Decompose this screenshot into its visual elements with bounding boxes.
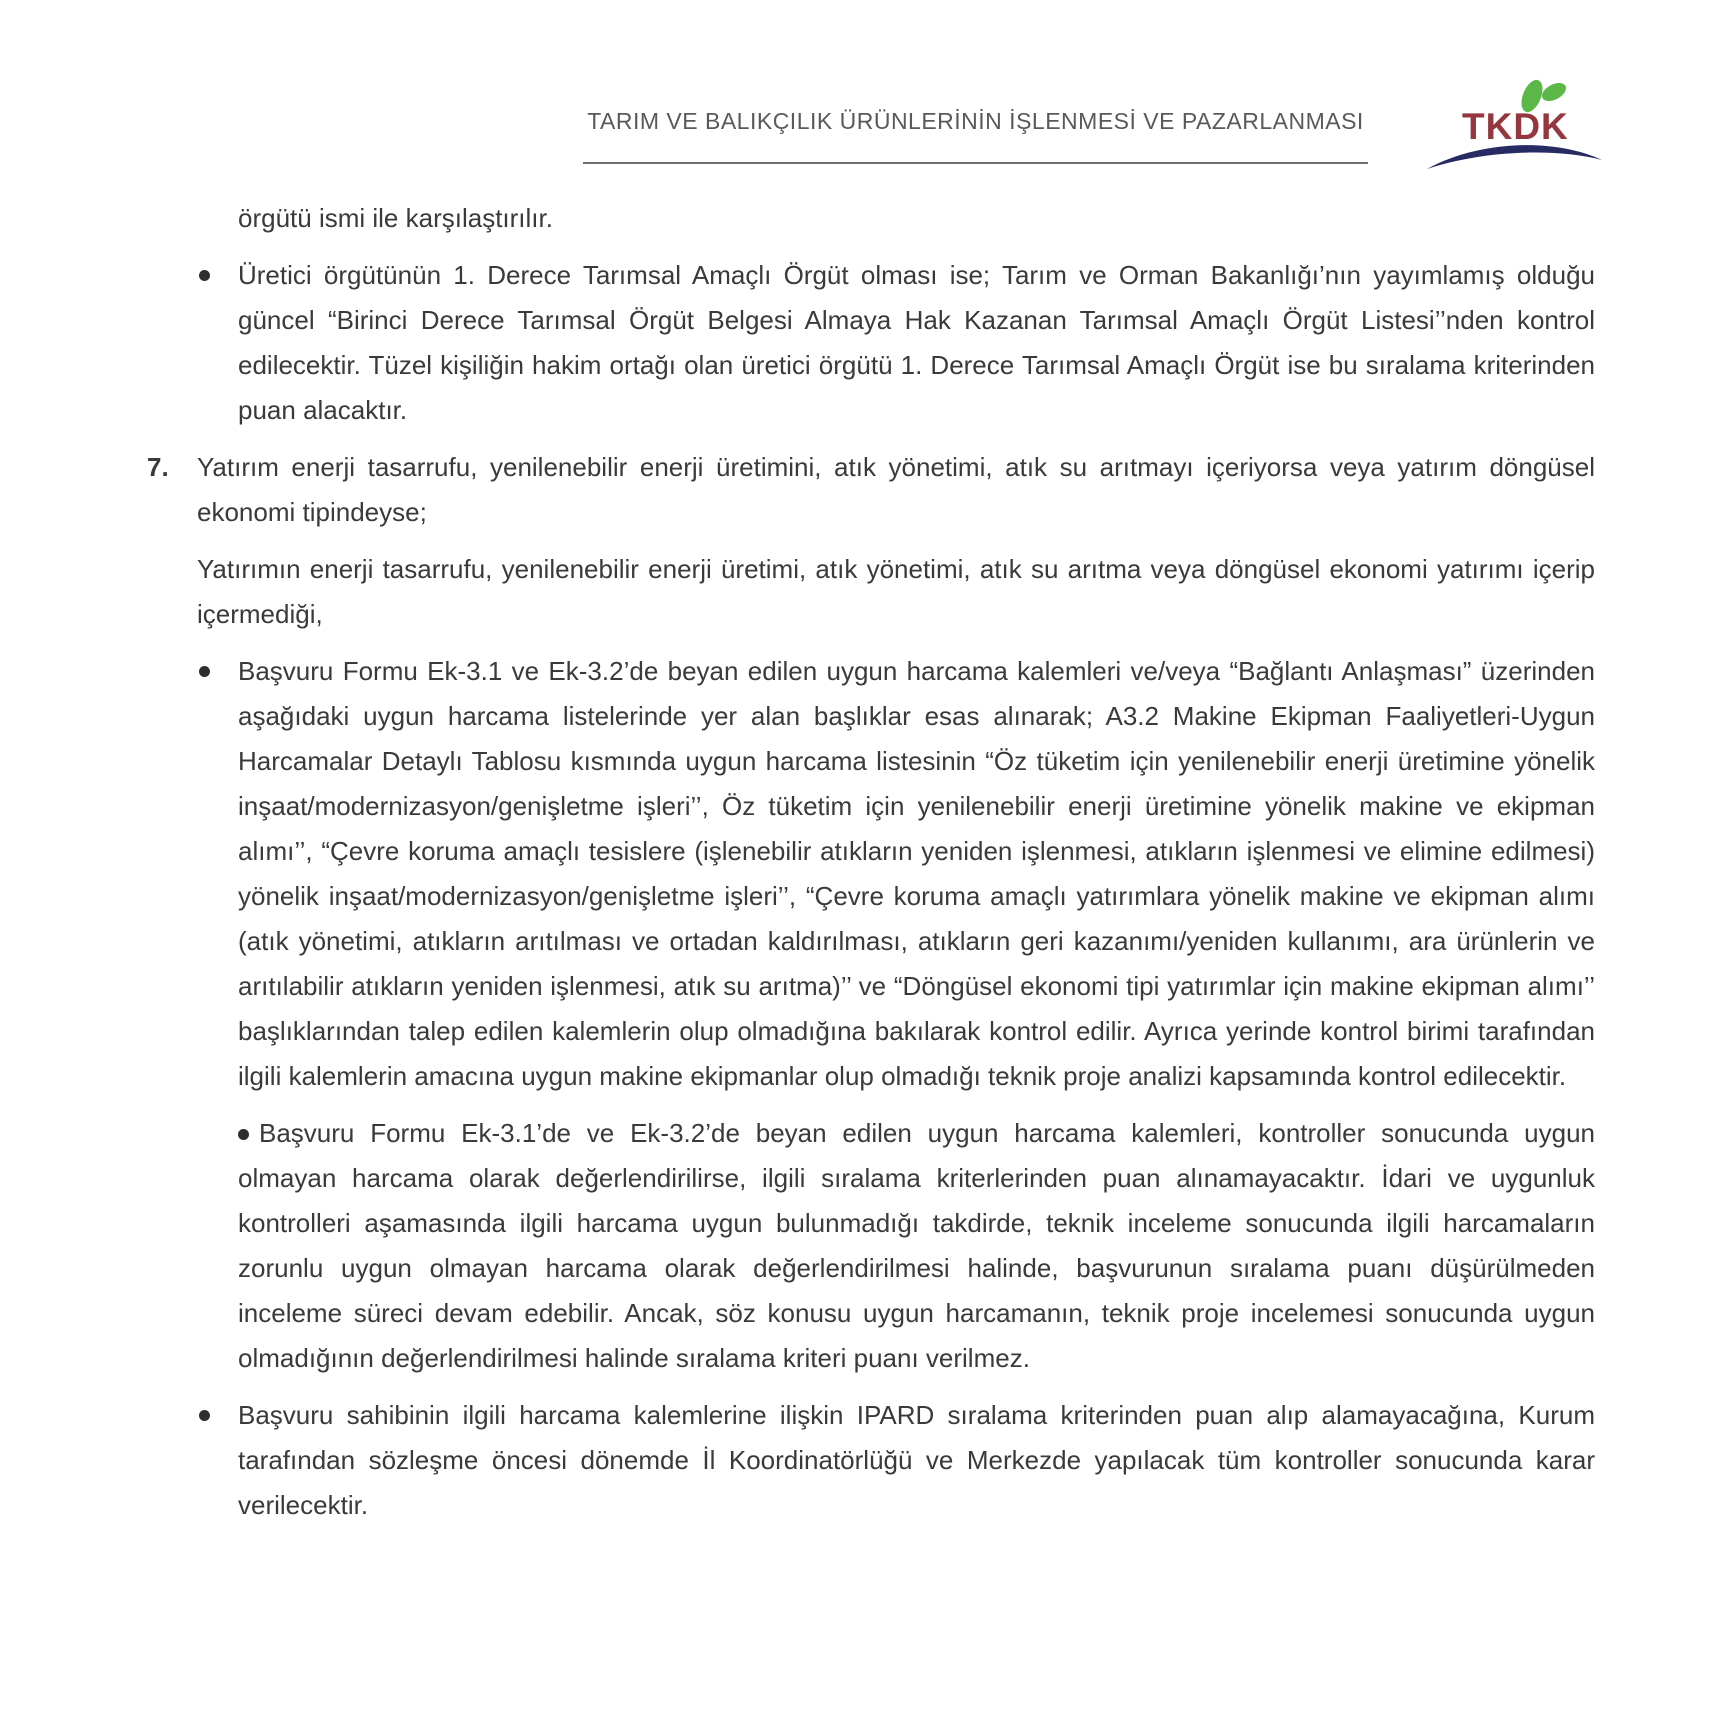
header-divider: [583, 162, 1368, 164]
list-item: [238, 253, 1595, 433]
list-item: [238, 649, 1595, 1099]
tkdk-logo: [1425, 68, 1610, 178]
list-item-text: Üretici örgütünün 1. Derece Tarımsal Amaçlı Örgüt olması ise; Tarım ve Orman Bakanlığı’nın yayımlamış olduğu güncel “Birinci Derece Tarımsal Örgüt Belgesi Almaya Hak Kazanan Tarımsal Amaçlı Örgüt Listesi’’nden kontrol edilecektir. Tüzel kişiliğin hakim ortağı olan üretici örgütü 1. Derece Tarımsal Amaçlı Örgüt ise bu sıralama kriterinden puan alacaktır.: [238, 260, 1595, 425]
logo-text: TKDK: [1462, 106, 1569, 147]
list-item-text: Başvuru sahibinin ilgili harcama kalemlerine ilişkin IPARD sıralama kriterinden puan alıp alamayacağına, Kurum tarafından sözleşme öncesi dönemde İl Koordinatörlüğü ve Merkezde yapılacak tüm kontroller sonucunda karar verilecektir.: [238, 1400, 1595, 1520]
numbered-item-text: Yatırım enerji tasarrufu, yenilenebilir enerji üretimini, atık yönetimi, atık su arıtmayı içeriyorsa veya yatırım döngüsel ekonomi tipindeyse;: [197, 452, 1595, 527]
bullet-icon: [199, 1410, 210, 1421]
paragraph: [197, 547, 1595, 637]
bullet-icon: [199, 270, 210, 281]
bullet-icon: [238, 1129, 249, 1140]
numbered-item-7: [147, 445, 1595, 535]
item-number: 7.: [147, 452, 169, 482]
document-body: [0, 196, 1733, 1540]
paragraph-text: Yatırımın enerji tasarrufu, yenilenebilir enerji üretimi, atık yönetimi, atık su arıtma veya döngüsel ekonomi yatırımı içerip içermediği,: [197, 554, 1595, 629]
page-header-title: TARIM VE BALIKÇILIK ÜRÜNLERİNİN İŞLENMESİ VE PAZARLANMASI: [587, 108, 1364, 134]
inline-bullet-paragraph: [238, 1111, 1595, 1381]
bullet-icon: [199, 666, 210, 677]
logo-arc-icon: [1427, 145, 1602, 169]
paragraph-text: örgütü ismi ile karşılaştırılır.: [238, 203, 553, 233]
list-item: [238, 1393, 1595, 1528]
list-item-text: Başvuru Formu Ek-3.1’de ve Ek-3.2’de beyan edilen uygun harcama kalemleri, kontroller sonucunda uygun olmayan harcama olarak değerlendirilirse, ilgili sıralama kriterlerinden puan alınamayacaktır. İdari ve uygunluk kontrolleri aşamasında ilgili harcama uygun bulunmadığı takdirde, teknik inceleme sonucunda ilgili harcamaların zorunlu uygun olmayan harcama olarak değerlendirilmesi halinde, başvurunun sıralama puanı düşürülmeden inceleme süreci devam edebilir. Ancak, söz konusu uygun harcamanın, teknik proje incelemesi sonucunda uygun olmadığının değerlendirilmesi halinde sıralama kriteri puanı verilmez.: [238, 1118, 1595, 1373]
continuation-paragraph: [238, 196, 1595, 241]
list-item-text: Başvuru Formu Ek-3.1 ve Ek-3.2’de beyan edilen uygun harcama kalemleri ve/veya “Bağlantı Anlaşması” üzerinden aşağıdaki uygun harcama listelerinde yer alan başlıklar esas alınarak; A3.2 Makine Ekipman Faaliyetleri-Uygun Harcamalar Detaylı Tablosu kısmında uygun harcama listesinin “Öz tüketim için yenilenebilir enerji üretimine yönelik inşaat/modernizasyon/genişletme işleri’’, Öz tüketim için yenilenebilir enerji üretimine yönelik makine ve ekipman alımı’’, “Çevre koruma amaçlı tesislere (işlenebilir atıkların yeniden işlenmesi, atıkların işlenmesi ve elimine edilmesi) yönelik inşaat/modernizasyon/genişletme işleri’’, “Çevre koruma amaçlı yatırımlara yönelik makine ve ekipman alımı (atık yönetimi, atıkların arıtılması ve ortadan kaldırılması, atıkların geri kazanımı/yeniden kullanımı, ara ürünlerin ve arıtılabilir atıkların yeniden işlenmesi, atık su arıtma)’’ ve “Döngüsel ekonomi tipi yatırımlar için makine ekipman alımı’’ başlıklarından talep edilen kalemlerin olup olmadığına bakılarak kontrol edilir. Ayrıca yerinde kontrol birimi tarafından ilgili kalemlerin amacına uygun makine ekipmanlar olup olmadığı teknik proje analizi kapsamında kontrol edilecektir.: [238, 656, 1595, 1091]
